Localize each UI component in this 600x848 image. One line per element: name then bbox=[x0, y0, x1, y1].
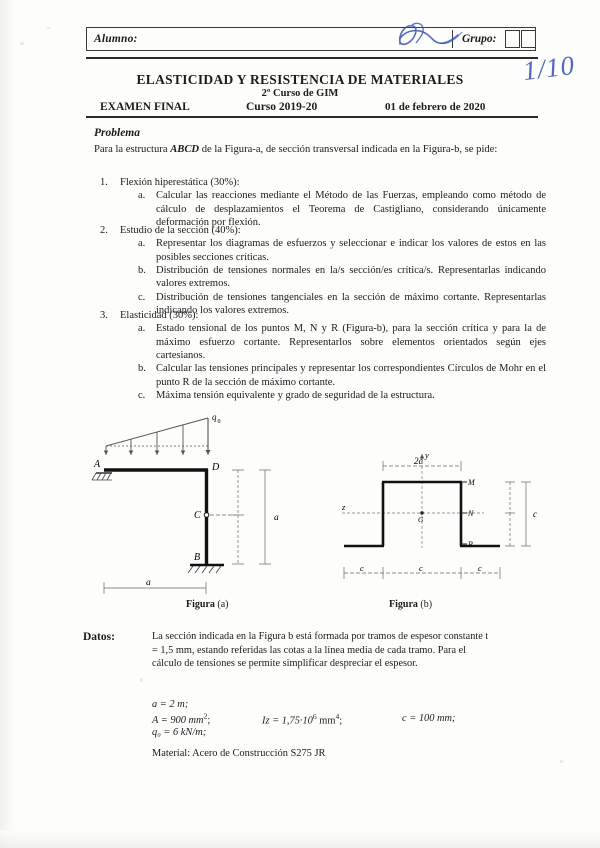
node-label-D: D bbox=[212, 462, 220, 473]
task-3-heading bbox=[94, 309, 546, 322]
task-1-title: Flexión hiperestática (30%): bbox=[120, 177, 240, 188]
task-2-item-a bbox=[94, 237, 546, 264]
task-3-number: 3. bbox=[100, 310, 108, 321]
dimension-label-c-left: c bbox=[360, 563, 364, 573]
task-3-item-b bbox=[94, 362, 546, 389]
node-label-B: B bbox=[194, 552, 201, 563]
scan-speck bbox=[47, 27, 50, 29]
scan-edge-bottom bbox=[0, 830, 600, 848]
task-3 bbox=[94, 309, 546, 402]
exam-subtitle: 2º Curso de GIM bbox=[261, 88, 339, 99]
task-1-number: 1. bbox=[100, 177, 108, 188]
grupo-divider bbox=[452, 30, 453, 48]
task-3-item-b-letter: b. bbox=[138, 363, 146, 375]
grupo-cell-2[interactable] bbox=[521, 30, 536, 48]
scan-speck bbox=[560, 760, 563, 763]
task-3-item-c-letter: c. bbox=[138, 389, 146, 401]
point-label-M: M bbox=[468, 478, 475, 487]
dimension-label-c-right: c bbox=[478, 563, 482, 573]
figure-a-caption bbox=[186, 599, 229, 610]
scan-edge-left bbox=[0, 0, 14, 848]
task-2 bbox=[94, 224, 546, 317]
datos-row-a bbox=[152, 698, 542, 712]
title-rule bbox=[86, 116, 538, 118]
intro-pre: Para la estructura bbox=[94, 144, 171, 155]
stress-points bbox=[461, 478, 476, 549]
dimension-horizontal-a bbox=[104, 582, 206, 594]
dimension-label-c-mid: c bbox=[419, 563, 423, 573]
datos-row-section bbox=[152, 712, 542, 726]
intro-structure-name: ABCD bbox=[170, 144, 200, 155]
load-label-q0: q bbox=[212, 412, 217, 422]
task-1-item-a-text: Calcular las reacciones mediante el Método de las Fuerzas, empleando como método de cálculo de desplazamientos el Teorema de Castigliano, considerando únicamente deformación por flexión. bbox=[156, 190, 546, 228]
figure-b-caption-light: (b) bbox=[417, 599, 433, 610]
task-3-item-c-text: Máxima tensión equivalente y grado de seguridad de la estructura. bbox=[156, 389, 435, 401]
task-2-item-a-letter: a. bbox=[138, 238, 146, 250]
page-title: ELASTICIDAD Y RESISTENCIA DE MATERIALES bbox=[136, 72, 464, 87]
task-1-heading bbox=[94, 176, 546, 189]
task-2-item-b-text: Distribución de tensiones normales en la/s sección/es crítica/s. Representarlas indicando valores extremos. bbox=[156, 264, 546, 290]
material-line: Material: Acero de Construcción S275 JR bbox=[152, 748, 326, 759]
point-label-N: N bbox=[468, 509, 474, 518]
figure-a-caption-bold: Figura bbox=[186, 599, 215, 610]
task-3-item-a-letter: a. bbox=[138, 323, 146, 335]
dimension-label-2c: 2c bbox=[414, 456, 423, 466]
axis-label-y: y bbox=[425, 450, 429, 460]
datos-row-q0 bbox=[152, 726, 542, 740]
dimension-vertical-c bbox=[505, 482, 531, 546]
handwritten-page-number: 1/10 bbox=[521, 49, 577, 87]
task-3-item-b-text: Calcular las tensiones principales y representar los correspondientes Círculos de Mohr en el punto R de la sección de máximo cortante. bbox=[156, 363, 546, 388]
datos-value-A: A = 900 $mm^2$; bbox=[152, 712, 211, 727]
datos-label: Datos: bbox=[83, 631, 115, 643]
svg-text:0: 0 bbox=[217, 419, 221, 425]
figure-b-caption bbox=[389, 599, 432, 610]
node-marker-C bbox=[204, 513, 209, 518]
grupo-cell-1[interactable] bbox=[505, 30, 520, 48]
scan-speck bbox=[140, 678, 143, 682]
datos-paragraph: La sección indicada en la Figura b está formada por tramos de espesor constante t = 1,5 mm, estando referidas las cotas a la línea media de cada tramo. Para el cálculo de tensiones se permite simplificar despreciar el espesor. bbox=[152, 631, 489, 670]
distributed-load-triangle bbox=[106, 412, 221, 455]
task-2-item-c-letter: c. bbox=[138, 291, 146, 303]
datos-value-q0: q₀ = 6 kN/m; bbox=[152, 727, 207, 738]
intro-post: de la Figura-a, de sección transversal indicada en la Figura-b, se pide: bbox=[199, 144, 498, 155]
datos-value-a: a = 2 m; bbox=[152, 699, 189, 710]
problema-heading: Problema bbox=[94, 127, 140, 139]
alumno-label: Alumno: bbox=[94, 33, 138, 45]
task-3-item-a-text: Estado tensional de los puntos M, N y R (Figura-b), para la sección crítica y para la de máximo esfuerzo cortante. Representarlos sobre elementos orientados según ejes cartesianos. bbox=[156, 323, 546, 361]
node-label-C: C bbox=[194, 510, 201, 521]
figure-b bbox=[341, 450, 537, 579]
dimension-vertical-a bbox=[210, 470, 271, 564]
exam-type: EXAMEN FINAL bbox=[100, 101, 190, 113]
figure-a bbox=[92, 412, 279, 594]
datos-values bbox=[152, 698, 542, 740]
axis-label-z: z bbox=[342, 502, 346, 512]
dimension-label-a-horizontal: a bbox=[146, 578, 151, 588]
task-1-item-a-letter: a. bbox=[138, 190, 146, 202]
problema-intro bbox=[94, 143, 544, 157]
header-rule bbox=[86, 57, 538, 59]
figure-b-caption-bold: Figura bbox=[389, 599, 418, 610]
support-fixed-B bbox=[188, 565, 224, 573]
node-label-A: A bbox=[94, 459, 101, 470]
task-2-item-b bbox=[94, 264, 546, 291]
point-label-R: R bbox=[468, 540, 473, 549]
scan-speck bbox=[20, 42, 24, 45]
task-2-item-c-text: Distribución de tensiones tangenciales en la sección de máximo cortante. Representarlas indicando los valores extremos. bbox=[156, 291, 546, 316]
task-2-item-b-letter: b. bbox=[138, 264, 146, 276]
task-2-heading bbox=[94, 224, 546, 237]
figure-a-caption-light: (a) bbox=[214, 599, 229, 610]
exam-course: Curso 2019-20 bbox=[246, 101, 318, 113]
task-3-item-a bbox=[94, 322, 546, 362]
dimension-label-c-vertical: c bbox=[533, 509, 537, 519]
datos-value-Iz: $Iz = 1,75\cdot 10^6$ $mm^4$; bbox=[262, 712, 343, 727]
task-2-number: 2. bbox=[100, 225, 108, 236]
task-2-title: Estudio de la sección (40%): bbox=[120, 225, 241, 236]
centroid-label-G: G bbox=[418, 515, 424, 524]
support-pinned-A bbox=[92, 473, 112, 480]
task-3-item-c bbox=[94, 389, 546, 402]
exam-date: 01 de febrero de 2020 bbox=[385, 101, 486, 113]
grupo-label: Grupo: bbox=[462, 33, 497, 45]
dimension-label-a-vertical: a bbox=[274, 513, 279, 523]
figures-group bbox=[86, 408, 546, 608]
task-3-title: Elasticidad (30%): bbox=[120, 310, 199, 321]
task-1 bbox=[94, 176, 546, 229]
datos-value-c: c = 100 mm; bbox=[402, 713, 456, 724]
task-2-item-a-text: Representar los diagramas de esfuerzos y seleccionar e indicar los valores de estos en las posibles secciones críticas. bbox=[156, 238, 546, 263]
